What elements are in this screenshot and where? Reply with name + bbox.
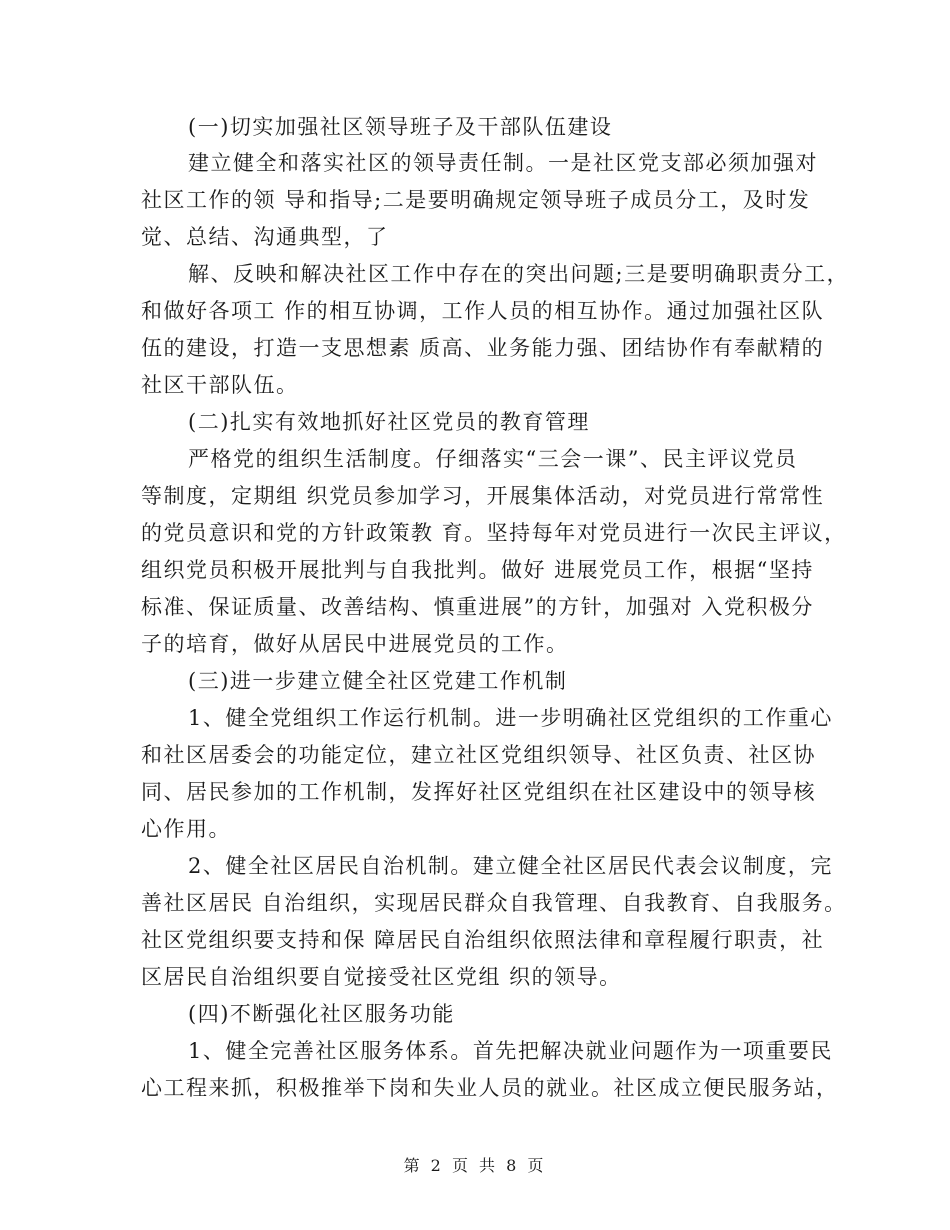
paragraph-line: 社区党组织要支持和保 障居民自治组织依照法律和章程履行职责，社 — [141, 928, 825, 952]
paragraph-line: 组织党员积极开展批判与自我批判。做好 进展党员工作，根据“坚持 — [141, 558, 814, 582]
section-heading-3: (三)进一步建立健全社区党建工作机制 — [188, 669, 568, 693]
paragraph-line: 等制度，定期组 织党员参加学习，开展集体活动，对党员进行常常性 — [141, 484, 825, 508]
paragraph-line: 觉、总结、沟通典型，了 — [141, 225, 389, 249]
paragraph-line: 建立健全和落实社区的领导责任制。一是社区党支部必须加强对 — [188, 151, 818, 175]
paragraph-line: 伍的建设，打造一支思想素 质高、业务能力强、团结协作有奉献精的 — [141, 336, 825, 360]
paragraph-line: 子的培育，做好从居民中进展党员的工作。 — [141, 632, 569, 656]
paragraph-line: 解、反映和解决社区工作中存在的突出问题;三是要明确职责分工， — [188, 262, 850, 286]
page-number-footer: 第 2 页 共 8 页 — [403, 1156, 547, 1175]
paragraph-line: 区居民自治组织要自觉接受社区党组 织的领导。 — [141, 965, 622, 989]
section-heading-2: (二)扎实有效地抓好社区党员的教育管理 — [188, 410, 590, 434]
paragraph-line: 同、居民参加的工作机制，发挥好社区党组织在社区建设中的领导核 — [141, 780, 816, 804]
paragraph-line: 心工程来抓，积极推举下岗和失业人员的就业。社区成立便民服务站， — [141, 1076, 839, 1100]
paragraph-line: 1、健全党组织工作运行机制。进一步明确社区党组织的工作重心 — [188, 706, 833, 730]
paragraph-line: 和做好各项工 作的相互协调，工作人员的相互协作。通过加强社区队 — [141, 299, 825, 323]
section-heading-4: (四)不断强化社区服务功能 — [188, 1002, 455, 1026]
paragraph-line: 心作用。 — [141, 817, 231, 841]
paragraph-line: 和社区居委会的功能定位，建立社区党组织领导、社区负责、社区协 — [141, 743, 816, 767]
paragraph-line: 社区工作的领 导和指导;二是要明确规定领导班子成员分工，及时发 — [141, 188, 811, 212]
paragraph-line: 严格党的组织生活制度。仔细落实“三会一课”、民主评议党员 — [188, 447, 798, 471]
paragraph-line: 2、健全社区居民自治机制。建立健全社区居民代表会议制度，完 — [188, 854, 833, 878]
paragraph-line: 1、健全完善社区服务体系。首先把解决就业问题作为一项重要民 — [188, 1039, 833, 1063]
paragraph-line: 善社区居民 自治组织，实现居民群众自我管理、自我教育、自我服务。 — [141, 891, 847, 915]
paragraph-line: 社区干部队伍。 — [141, 373, 299, 397]
section-heading-1: (一)切实加强社区领导班子及干部队伍建设 — [188, 115, 613, 139]
paragraph-line: 的党员意识和党的方针政策教 育。坚持每年对党员进行一次民主评议， — [141, 521, 847, 545]
paragraph-line: 标准、保证质量、改善结构、慎重进展”的方针，加强对 入党积极分 — [141, 595, 814, 619]
